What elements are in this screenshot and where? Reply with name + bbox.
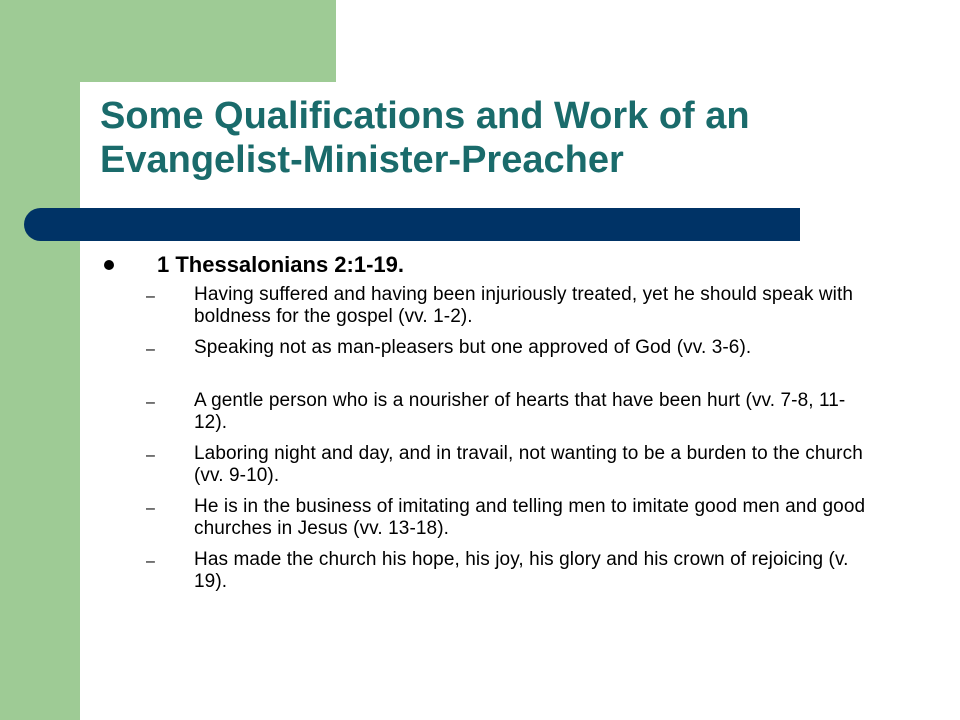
sub-bullet-text: He is in the business of imitating and telling men to imitate good men and good churches in Jesus (vv. 13-18). xyxy=(194,496,866,539)
sub-bullet-item xyxy=(0,284,960,337)
title-line-2: Evangelist-Minister-Preacher xyxy=(100,139,624,181)
sub-bullet-text: A gentle person who is a nourisher of hearts that have been hurt (vv. 7-8, 11-12). xyxy=(194,390,846,433)
sub-bullet-text: Speaking not as man-pleasers but one approved of God (vv. 3-6). xyxy=(194,337,752,358)
sub-bullet-item xyxy=(0,390,960,443)
sub-bullet-item xyxy=(0,549,960,602)
sub-bullet-item xyxy=(0,337,960,390)
dash-bullet-icon: – xyxy=(146,500,155,517)
dash-bullet-icon: – xyxy=(146,288,155,305)
sub-bullet-text: Laboring night and day, and in travail, not wanting to be a burden to the church (vv. 9-10). xyxy=(194,443,863,486)
sub-bullet-text: Having suffered and having been injuriously treated, yet he should speak with boldness for the gospel (vv. 1-2). xyxy=(194,284,854,327)
main-bullet-text: 1 Thessalonians 2:1-19. xyxy=(157,252,404,277)
dash-bullet-icon: – xyxy=(146,394,155,411)
slide-title xyxy=(100,94,920,182)
bullet-dot-icon xyxy=(104,260,114,270)
divider-bar-notch xyxy=(62,234,80,241)
dash-bullet-icon: – xyxy=(146,553,155,570)
title-line-1: Some Qualifications and Work of an xyxy=(100,95,750,137)
top-green-block xyxy=(80,0,336,82)
sub-bullet-list xyxy=(0,284,960,602)
dash-bullet-icon: – xyxy=(146,341,155,358)
dash-bullet-icon: – xyxy=(146,447,155,464)
sub-bullet-item xyxy=(0,496,960,549)
title-divider-bar xyxy=(24,208,800,241)
sub-bullet-item xyxy=(0,443,960,496)
sub-bullet-text: Has made the church his hope, his joy, his glory and his crown of rejoicing (v. 19). xyxy=(194,549,849,592)
